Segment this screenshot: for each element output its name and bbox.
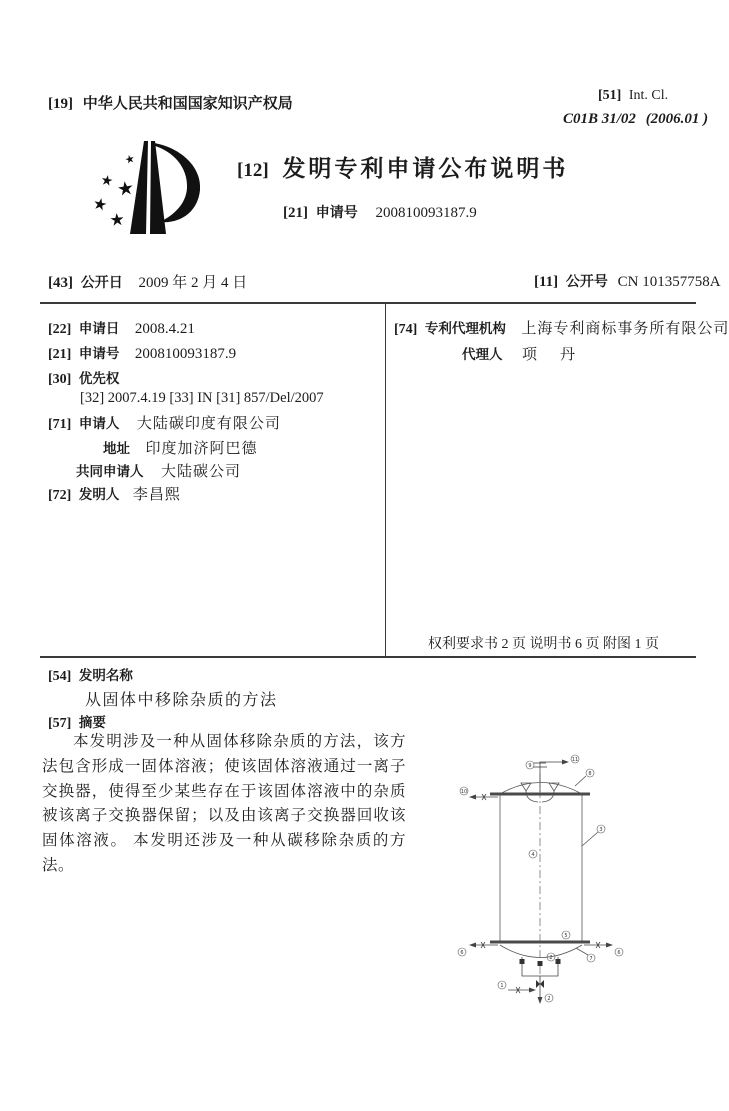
pub-date-label: 公开日 [80,274,123,290]
intcl-code: [51] [598,88,622,103]
app-no-value-2: 200810093187.9 [134,346,237,362]
abstract-text [42,730,406,879]
app-no-value: 200810093187.9 [375,205,477,221]
address-label: 地址 [103,441,130,456]
applicant-value: 大陆碳印度有限公司 [136,416,281,432]
app-no-label: 申请号 [315,204,358,220]
pages-info-text: 权利要求书 2 页 说明书 6 页 附图 1 页 [428,637,659,652]
title-section-head [48,664,133,685]
callout-1: 1 [500,983,504,989]
callout-2b: 2 [547,996,551,1002]
filing-date-label: 申请日 [78,321,120,336]
title-section-code: [54] [48,669,72,684]
agency-code: [74] [394,322,418,337]
invention-title-text: 从固体中移除杂质的方法 [85,692,278,709]
callout-6: 6 [460,950,464,956]
app-no-code-2: [21] [48,347,72,362]
rule-top [40,302,696,304]
agent-value: 项 丹 [522,347,580,363]
callout-9: 9 [528,763,532,769]
pub-no-line [534,271,721,291]
filing-date-line [48,317,195,338]
applicant-code: [71] [48,417,72,432]
rule-vertical-divider [385,304,386,656]
co-applicant-line [76,460,241,481]
sipo-logo-graphic [60,136,224,260]
callout-6b: 6 [617,950,621,956]
agency-line [394,317,729,338]
star-icon: ★ [123,151,137,167]
co-applicant-value: 大陆碳公司 [161,464,242,480]
app-no-line [283,202,477,222]
applicant-line [48,412,281,433]
agency-value: 上海专利商标事务所有限公司 [521,321,729,337]
app-no-label-2: 申请号 [78,346,120,361]
abstract-section-code: [57] [48,716,72,731]
priority-entry-line [80,390,324,407]
priority-code: [30] [48,372,72,387]
rule-bottom [40,656,696,658]
priority-line [48,367,119,388]
intcl-line [598,88,668,104]
star-icon: ★ [91,193,110,215]
invention-title [85,687,278,710]
patent-figure [438,714,703,1014]
callout-7: 7 [589,956,593,962]
sipo-logo [60,136,224,260]
callout-5: 5 [564,933,568,939]
callout-3: 3 [599,827,603,833]
vessel-drawing [438,714,703,1014]
intcl-class-line [563,111,708,128]
intcl-class: C01B 31/02 [563,111,636,127]
office-line [48,92,293,113]
inventor-line [48,483,181,504]
abstract-section-label: 摘要 [78,715,106,730]
callout-4: 4 [531,852,535,858]
inventor-label: 发明人 [78,487,120,502]
filing-date-code: [22] [48,322,72,337]
agency-label: 专利代理机构 [424,321,506,336]
title-section-label: 发明名称 [78,668,133,683]
star-icon: ★ [99,172,115,191]
agent-label: 代理人 [462,347,503,362]
doc-type-code: [12] [237,160,269,181]
office-code: [19] [48,96,73,112]
pub-no-label: 公开号 [565,273,608,289]
inventor-value: 李昌熙 [132,487,181,503]
abstract-text-body: 本发明涉及一种从固体移除杂质的方法，该方法包含形成一固体溶液；使该固体溶液通过一离子交换器，使得至少某些存在于该固体溶液中的杂质被该离子交换器保留；以及由该离子交换器回收该固体溶液。 本发明还涉及一种从碳移除杂质的方法。 [42,733,406,874]
callout-2: 2 [549,955,553,961]
callout-11: 11 [571,757,579,763]
pub-date-value: 2009 年 2 月 4 日 [138,275,248,291]
app-no-code: [21] [283,205,308,221]
pages-info [428,633,659,653]
address-line [103,437,258,458]
agent-line [462,343,579,364]
pub-date-code: [43] [48,275,73,291]
star-icon: ★ [108,209,126,231]
abstract-section-head [48,711,106,732]
callout-8: 8 [588,771,592,777]
intcl-label: Int. Cl. [628,88,669,103]
priority-label: 优先权 [78,371,120,386]
intcl-version: (2006.01 ) [645,111,709,127]
doc-type-title: 发明专利申请公布说明书 [282,156,569,181]
star-icon: ★ [115,176,136,201]
pub-no-code: [11] [534,274,559,290]
pub-date-line [48,271,247,292]
applicant-label: 申请人 [78,416,120,431]
co-applicant-label: 共同申请人 [76,464,144,479]
filing-date-value: 2008.4.21 [134,321,195,337]
address-value: 印度加济阿巴德 [145,441,258,457]
inventor-code: [72] [48,488,72,503]
office-name: 中华人民共和国国家知识产权局 [82,95,293,112]
pub-no-value: CN 101357758A [617,274,721,290]
callout-10: 10 [460,789,468,795]
priority-entry: [32] 2007.4.19 [33] IN [31] 857/Del/2007 [80,390,324,406]
app-no-line-2 [48,342,236,363]
doc-title-line [237,150,568,183]
